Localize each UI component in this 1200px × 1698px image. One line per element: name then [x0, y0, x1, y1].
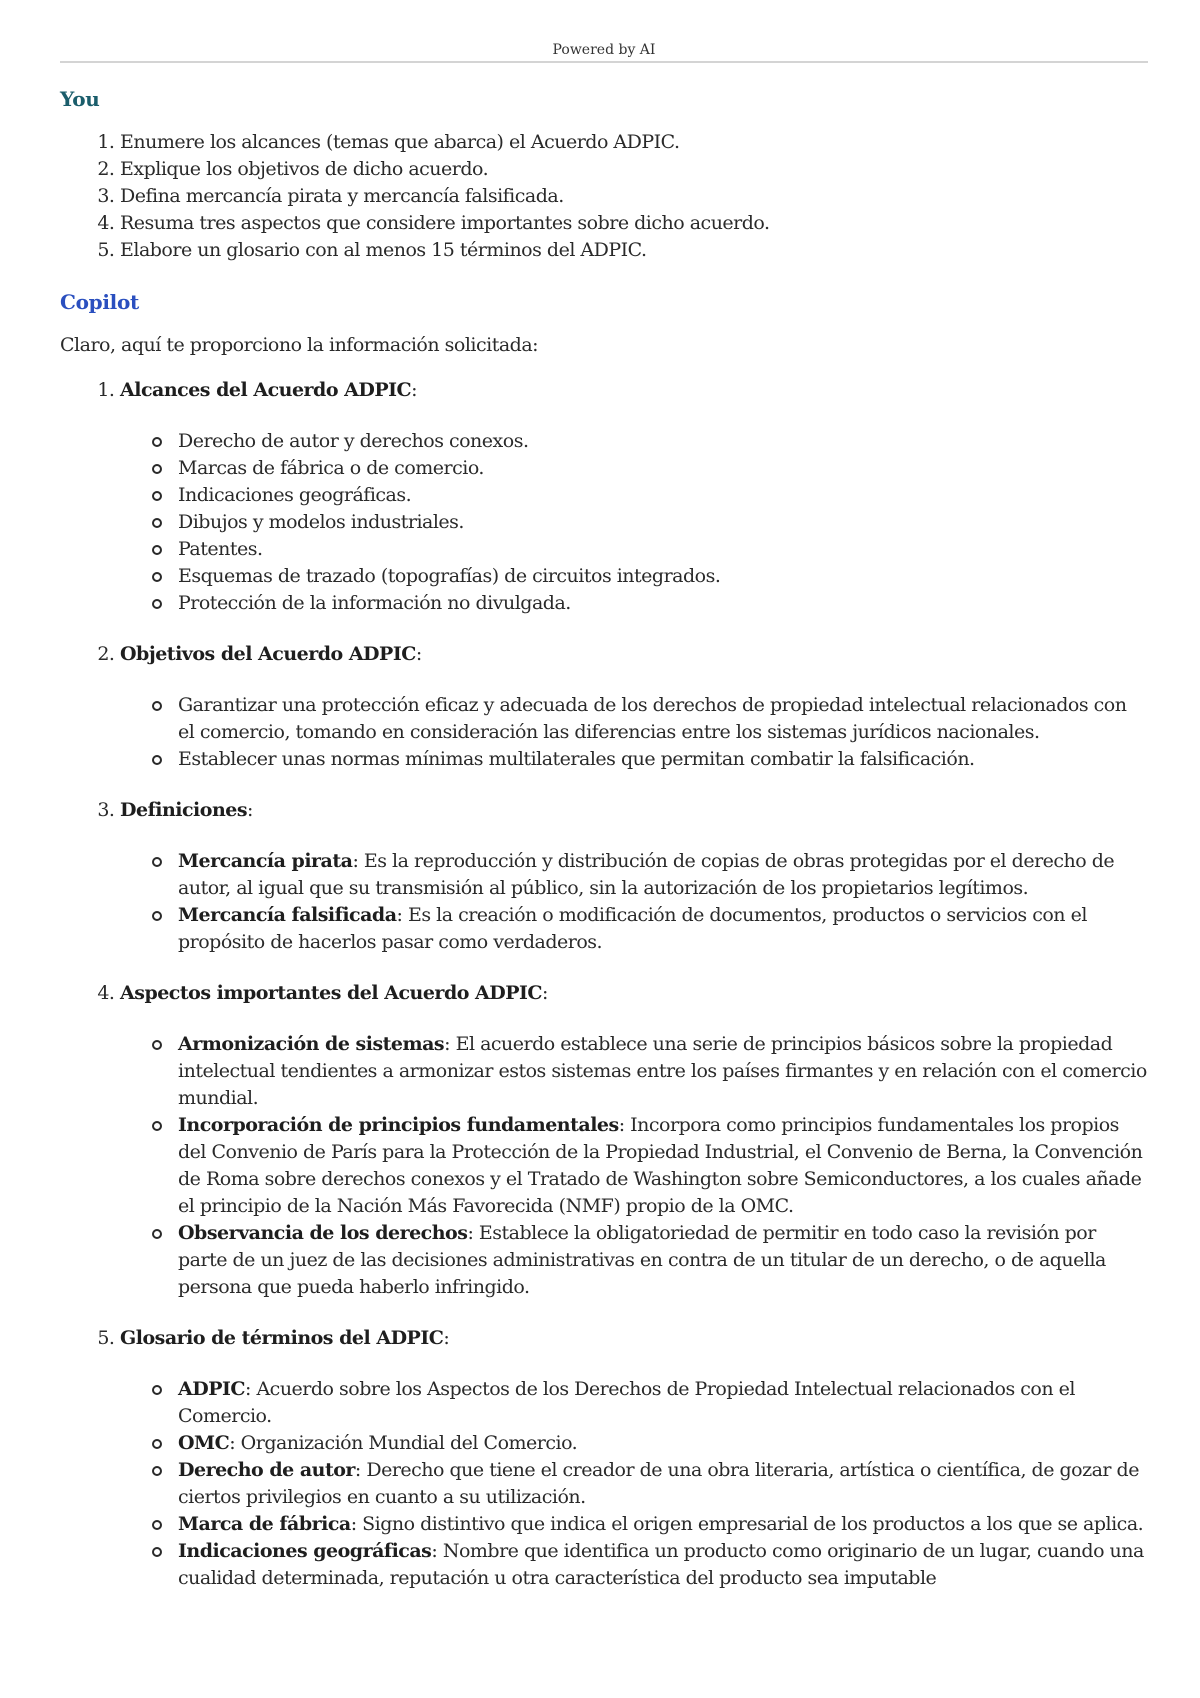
- section-title-text: Objetivos del Acuerdo ADPIC: [120, 643, 416, 665]
- bullet-term: ADPIC: [178, 1378, 246, 1400]
- answer-bullet-item: [178, 1457, 1148, 1511]
- bullet-icon: [152, 1229, 162, 1239]
- bullet-term: Mercancía falsificada: [178, 904, 397, 926]
- bullet-term: Armonización de sistemas: [178, 1033, 445, 1055]
- bullet-text: : El acuerdo establece una serie de principios básicos sobre la propiedad intelectual tendientes a armonizar estos sistemas entre los países firmantes y en relación con el comercio mundial.: [178, 1033, 1147, 1109]
- user-speaker-label: You: [60, 87, 100, 111]
- bullet-term: Incorporación de principios fundamentales: [178, 1114, 619, 1136]
- bullet-term: Derecho de autor: [178, 1459, 355, 1481]
- bullet-text: Esquemas de trazado (topografías) de circuitos integrados.: [178, 565, 721, 587]
- answer-section-title: 4. Aspectos importantes del Acuerdo ADPIC:: [120, 982, 548, 1004]
- answer-bullet-item: [178, 1538, 1148, 1592]
- bullet-icon: [152, 518, 162, 528]
- answer-bullet-item: [178, 590, 1148, 617]
- bullet-icon: [152, 1520, 162, 1530]
- user-question: 1. Enumere los alcances (temas que abarca) el Acuerdo ADPIC.: [120, 129, 1148, 156]
- bullet-icon: [152, 572, 162, 582]
- bullet-text: Protección de la información no divulgada.: [178, 592, 571, 614]
- answer-bullet-item: [178, 509, 1148, 536]
- bullet-text: : Es la creación o modificación de documentos, productos o servicios con el propósito de hacerlos pasar como verdaderos.: [178, 904, 1087, 953]
- section-title-text: Definiciones: [120, 799, 248, 821]
- user-question: 3. Defina mercancía pirata y mercancía falsificada.: [120, 183, 1148, 210]
- answer-bullet-item: [178, 1511, 1148, 1538]
- bullet-icon: [152, 755, 162, 765]
- bullet-icon: [152, 545, 162, 555]
- answer-bullet-item: [178, 1031, 1148, 1112]
- bullet-icon: [152, 1121, 162, 1131]
- bullet-icon: [152, 437, 162, 447]
- bullet-icon: [152, 599, 162, 609]
- bullet-text: Garantizar una protección eficaz y adecuada de los derechos de propiedad intelectual relacionados con el comercio, tomando en consideración las diferencias entre los sistemas jurídicos nacionales.: [178, 694, 1127, 743]
- bullet-icon: [152, 1547, 162, 1557]
- bullet-text: : Incorpora como principios fundamentales los propios del Convenio de París para la Protección de la Propiedad Industrial, el Convenio de Berna, la Convención de Roma sobre derechos conexos y el Tratado de Washington sobre Semiconductores, a los cuales añade el principio de la Nación Más Favorecida (NMF) propio de la OMC.: [178, 1114, 1143, 1217]
- section-title-text: Glosario de términos del ADPIC: [120, 1327, 444, 1349]
- answer-bullet-item: [178, 428, 1148, 455]
- answer-bullet-item: [178, 482, 1148, 509]
- bullet-term: Indicaciones geográficas: [178, 1540, 432, 1562]
- copilot-speaker-label: Copilot: [60, 290, 139, 314]
- document-page: [60, 0, 1148, 1616]
- bullet-term: OMC: [178, 1432, 230, 1454]
- answer-bullet-list: [120, 692, 1148, 773]
- bullet-text: Derecho de autor y derechos conexos.: [178, 430, 529, 452]
- answer-bullet-item: [178, 692, 1148, 746]
- answer-bullet-item: [178, 848, 1148, 902]
- answer-bullet-item: [178, 1376, 1148, 1430]
- bullet-text: : Signo distintivo que indica el origen empresarial de los productos a los que se aplica.: [350, 1513, 1144, 1535]
- answer-bullet-item: [178, 746, 1148, 773]
- answer-section: [120, 797, 1148, 956]
- bullet-text: : Es la reproducción y distribución de copias de obras protegidas por el derecho de autor, al igual que su transmisión al público, sin la autorización de los propietarios legítimos.: [178, 850, 1115, 899]
- bullet-text: : Organización Mundial del Comercio.: [229, 1432, 578, 1454]
- page-header: Powered by AI: [60, 0, 1148, 63]
- section-title-text: Aspectos importantes del Acuerdo ADPIC: [120, 982, 543, 1004]
- bullet-icon: [152, 1385, 162, 1395]
- answer-bullet-list: [120, 848, 1148, 956]
- answer-section: [120, 641, 1148, 773]
- bullet-term: Marca de fábrica: [178, 1513, 351, 1535]
- answer-section-title: 1. Alcances del Acuerdo ADPIC:: [120, 379, 418, 401]
- bullet-icon: [152, 491, 162, 501]
- user-question: 4. Resuma tres aspectos que considere importantes sobre dicho acuerdo.: [120, 210, 1148, 237]
- answer-bullet-list: [120, 1031, 1148, 1301]
- bullet-icon: [152, 701, 162, 711]
- bullet-text: : Acuerdo sobre los Aspectos de los Derechos de Propiedad Intelectual relacionados con el Comercio.: [178, 1378, 1075, 1427]
- user-question: 2. Explique los objetivos de dicho acuerdo.: [120, 156, 1148, 183]
- bullet-text: Marcas de fábrica o de comercio.: [178, 457, 484, 479]
- bullet-icon: [152, 1439, 162, 1449]
- section-title-text: Alcances del Acuerdo ADPIC: [120, 379, 412, 401]
- answer-section: [120, 980, 1148, 1301]
- bullet-text: : Nombre que identifica un producto como originario de un lugar, cuando una cualidad determinada, reputación u otra característica del producto sea imputable: [178, 1540, 1144, 1589]
- bullet-term: Mercancía pirata: [178, 850, 353, 872]
- answer-bullet-item: [178, 1220, 1148, 1301]
- answer-bullet-list: [120, 428, 1148, 617]
- answer-bullet-item: [178, 536, 1148, 563]
- bullet-text: Establecer unas normas mínimas multilaterales que permitan combatir la falsificación.: [178, 748, 975, 770]
- answer-bullet-item: [178, 902, 1148, 956]
- answer-section-title: 3. Definiciones:: [120, 799, 253, 821]
- bullet-icon: [152, 911, 162, 921]
- answer-bullet-item: [178, 455, 1148, 482]
- answer-bullet-item: [178, 563, 1148, 590]
- bullet-text: Patentes.: [178, 538, 263, 560]
- bullet-text: : Derecho que tiene el creador de una obra literaria, artística o científica, de gozar de ciertos privilegios en cuanto a su utilización.: [178, 1459, 1139, 1508]
- copilot-answer-list: [60, 377, 1148, 1592]
- bullet-icon: [152, 1466, 162, 1476]
- bullet-icon: [152, 857, 162, 867]
- copilot-intro: Claro, aquí te proporciono la información solicitada:: [60, 334, 539, 356]
- bullet-icon: [152, 1040, 162, 1050]
- bullet-icon: [152, 464, 162, 474]
- answer-section: [120, 377, 1148, 617]
- bullet-term: Observancia de los derechos: [178, 1222, 468, 1244]
- user-question-list: [60, 129, 1148, 264]
- bullet-text: Indicaciones geográficas.: [178, 484, 412, 506]
- user-question: 5. Elabore un glosario con al menos 15 términos del ADPIC.: [120, 237, 1148, 264]
- answer-bullet-item: [178, 1430, 1148, 1457]
- answer-section-title: 5. Glosario de términos del ADPIC:: [120, 1327, 450, 1349]
- answer-bullet-list: [120, 1376, 1148, 1592]
- bullet-text: Dibujos y modelos industriales.: [178, 511, 464, 533]
- answer-section-title: 2. Objetivos del Acuerdo ADPIC:: [120, 643, 422, 665]
- answer-bullet-item: [178, 1112, 1148, 1220]
- bullet-text: : Establece la obligatoriedad de permitir en todo caso la revisión por parte de un juez de las decisiones administrativas en contra de un titular de un derecho, o de aquella persona que pueda haberlo infringido.: [178, 1222, 1106, 1298]
- answer-section: [120, 1325, 1148, 1592]
